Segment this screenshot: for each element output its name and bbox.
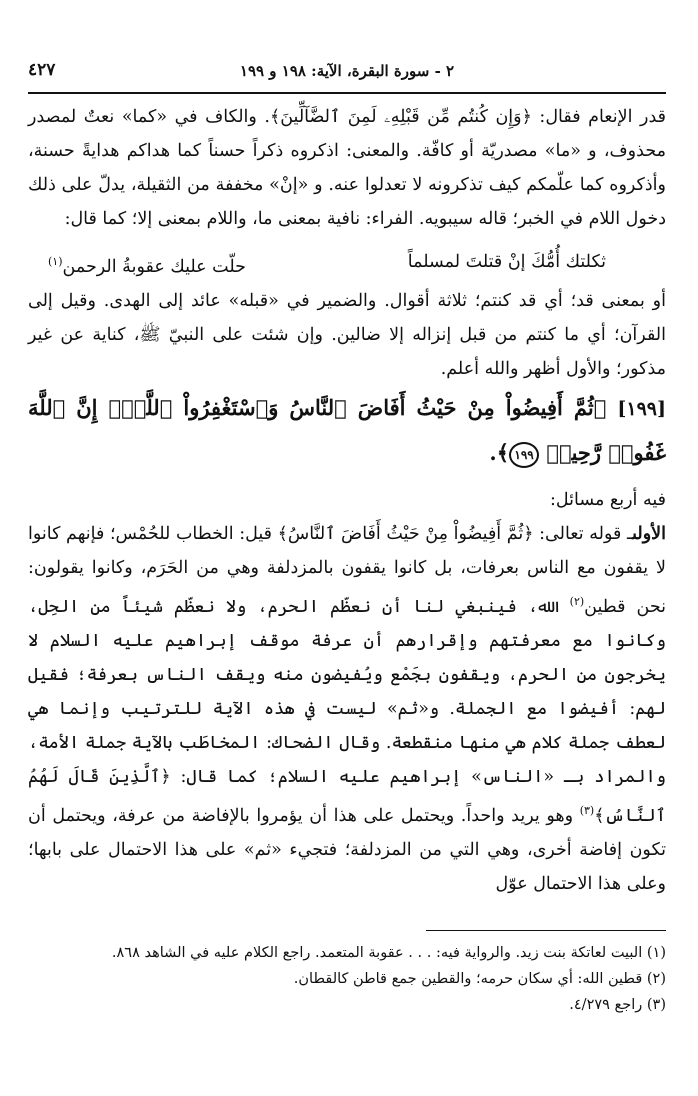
footnote-ref-1: (١)	[48, 255, 63, 268]
issues-intro: فيه أربع مسائل:	[550, 490, 666, 510]
quran-verse-heading	[28, 386, 666, 475]
page-number: ٤٢٧	[28, 60, 56, 80]
verse-second-text: حلّت عليك عقوبةُ الرحمن	[62, 256, 246, 277]
footnote-1: (١) البيت لعاتكة بنت زيد. والرواية فيه: . . . عقوبة المتعمد. راجع الكلام عليه في الشاهد ٨٦٨.	[111, 945, 666, 961]
footnote-3: (٣) راجع ٤/٢٧٩.	[569, 997, 666, 1013]
paragraph-3-text-a: ـ قوله تعالى: ﴿ثُمَّ أَفِيضُواْ مِنْ حَيْثُ أَفَاضَ ٱلنَّاسُ﴾ قيل: الخطاب للحُمْس؛ فإنهم كانوا لا يقفون مع الناس بعرفات، بل كانوا يقفون بالمزدلفة وهي من الحَرَم، وكانوا يقولون: نحن قطين	[28, 524, 667, 617]
running-title: ٢ - سورة البقرة، الآية: ١٩٨ و ١٩٩	[239, 62, 455, 80]
footnote-ref-2: (٢)	[569, 595, 585, 608]
poetry-verse	[28, 240, 666, 284]
issue-label: الأولى	[632, 524, 666, 544]
page-header	[28, 58, 666, 94]
verse-text: ﴿ثُمَّ أَفِيضُواْ مِنْ حَيْثُ أَفَاضَ ٱلنَّاسُ وَٱسْتَغْفِرُواْ ٱللَّهَۚ إِنَّ ٱللَّهَ غَفُورٞ رَّحِيمٞ	[28, 395, 666, 465]
verse-close: ﴾.	[489, 440, 510, 465]
main-text	[28, 100, 666, 901]
footnote-ref-3: (٣)	[579, 803, 595, 817]
paragraph-2: أو بمعنى قد؛ أي قد كنتم؛ ثلاثة أقوال. والضمير في «قبله» عائد إلى الهدى. وقيل إلى القرآن؛ أي ما كنتم من قبل إنزاله إلا ضالين. وإن شئت على النبيّ ﷺ، كناية عن غير مذكور؛ والأول أظهر والله أعلم.	[28, 291, 666, 379]
verse-second-hemistich	[48, 240, 246, 284]
verse-number: [١٩٩]	[617, 398, 667, 420]
paragraph-3	[28, 517, 666, 901]
paragraph-1: قدر الإنعام فقال: ﴿وَإِن كُنتُم مِّن قَبْلِهِۦ لَمِنَ ٱلضَّآلِّينَ﴾. والكاف في «كما» نعتٌ لمصدر محذوف، و «ما» مصدريّة أو كافّة. والمعنى: اذكروه ذكراً حسناً كما هداكم هدايةً حسنة، وأذكروه كما علّمكم كيف تذكرونه لا تعدلوا عنه. و «إنْ» مخففة من الثقيلة، يدلّ على ذلك دخول اللام في الخبر؛ قاله سيبويه. الفراء: نافية بمعنى ما، واللام بمعنى إلا؛ كما قال:	[28, 107, 666, 229]
ayah-end-mark: ١٩٩	[509, 442, 539, 468]
footnotes	[28, 940, 666, 1018]
header-rule	[28, 92, 666, 94]
footnote-rule	[426, 930, 666, 931]
paragraph-3-text-c: وهو يريد واحداً. ويحتمل على هذا أن يؤمروا بالإفاضة من عرفة، ويحتمل أن تكون إفاضة أخرى، وهي التي من المزدلفة؛ فتجيء «ثم» على هذا الاحتمال على بابها؛ وعلى هذا الاحتمال عوّل	[28, 805, 666, 894]
verse-first-hemistich: ثكلتك أُمُّكَ إنْ قتلتَ لمسلماً	[407, 252, 606, 272]
footnote-2: (٢) قطين الله: أي سكان حرمه؛ والقطين جمع قاطن كالقطان.	[293, 971, 666, 987]
paragraph-3-text-b: الله، فينبغي لنا أن نعظّم الحرم، ولا نعظّم شيئاً من الحِل، وكانوا مع معرفتهم وإقرارهم أن عرفة موقف إبراهيم عليه السلام لا يخرجون من الحرم، ويقفون بجَمْع ويُفيضون منه ويقف الناس بعرفة؛ فقيل لهم: أفيضوا مع الجملة. و«ثم» ليست في هذه الآية للترتيب وإنما هي لعطف جملة كلام هي منها منقطعة. وقال الضحاك: المخاطَب بالآية جملة الأمة، والمراد بـ «الناس» إبراهيم عليه السلام؛ كما قال: ﴿ٱلَّذِينَ قَالَ لَهُمُ ٱلنَّاسُ﴾	[28, 596, 666, 826]
